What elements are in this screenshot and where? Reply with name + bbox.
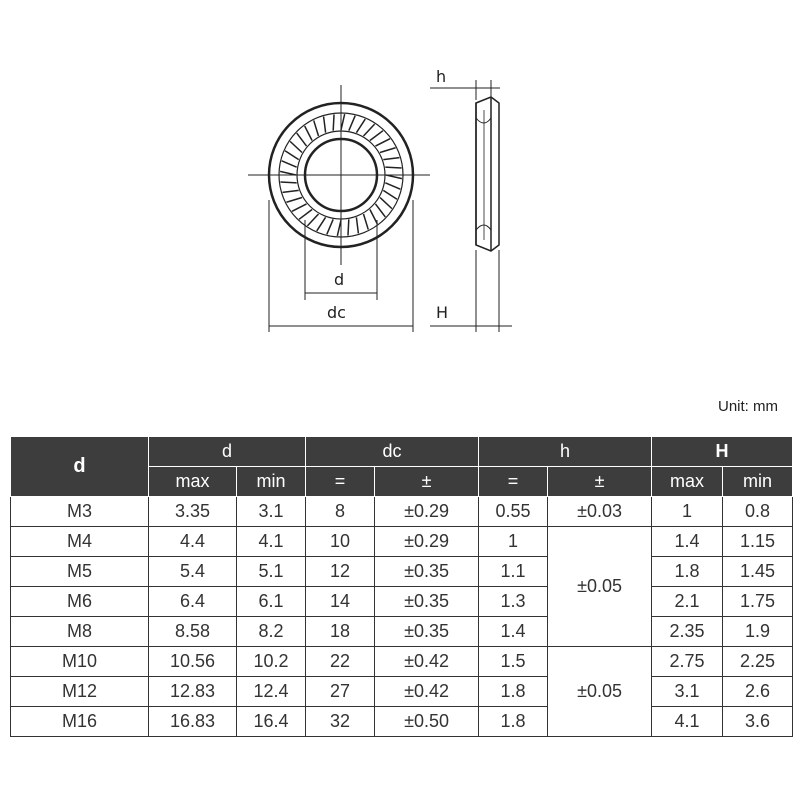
serration-tooth	[283, 190, 299, 192]
cell-h: 0.55	[479, 497, 548, 527]
washer-side-view	[430, 80, 512, 332]
cell-h: 1.8	[479, 707, 548, 737]
group-header-H: H	[652, 437, 793, 467]
cell-H-min: 2.25	[723, 647, 793, 677]
cell-h-tol: ±0.05	[548, 527, 652, 647]
size-header: d	[11, 437, 149, 497]
cell-d-min: 6.1	[237, 587, 306, 617]
header-group-row	[11, 437, 793, 467]
cell-dc-tol: ±0.42	[375, 677, 479, 707]
serration-tooth	[280, 182, 296, 183]
cell-H-max: 2.75	[652, 647, 723, 677]
serration-tooth	[280, 171, 296, 175]
cell-h: 1.8	[479, 677, 548, 707]
table-row	[11, 707, 793, 737]
cell-h: 1.5	[479, 647, 548, 677]
serration-tooth	[349, 116, 355, 131]
cell-d-min: 16.4	[237, 707, 306, 737]
cell-H-min: 1.45	[723, 557, 793, 587]
serration-tooth	[285, 151, 299, 160]
serration-tooth	[337, 220, 341, 236]
label-H: H	[436, 303, 449, 322]
label-d: d	[334, 270, 345, 289]
cell-H-min: 3.6	[723, 707, 793, 737]
cell-size: M10	[11, 647, 149, 677]
cell-d-max: 3.35	[149, 497, 237, 527]
cell-dc: 18	[306, 617, 375, 647]
serration-tooth	[333, 114, 334, 130]
cell-dc-tol: ±0.29	[375, 497, 479, 527]
subheader-d-min: min	[237, 467, 306, 497]
table-row	[11, 587, 793, 617]
table-row	[11, 497, 793, 527]
serration-tooth	[385, 183, 400, 189]
cell-size: M6	[11, 587, 149, 617]
serration-tooth	[383, 190, 397, 199]
serration-tooth	[317, 217, 326, 231]
cell-size: M3	[11, 497, 149, 527]
cell-dc-tol: ±0.50	[375, 707, 479, 737]
cell-d-max: 12.83	[149, 677, 237, 707]
cell-dc-tol: ±0.29	[375, 527, 479, 557]
cell-H-max: 1.4	[652, 527, 723, 557]
serration-tooth	[324, 117, 326, 133]
cell-h-tol: ±0.03	[548, 497, 652, 527]
subheader-H-min: min	[723, 467, 793, 497]
cell-dc-tol: ±0.35	[375, 617, 479, 647]
cell-h: 1.4	[479, 617, 548, 647]
serration-tooth	[282, 161, 297, 167]
serration-tooth	[375, 139, 390, 146]
cell-H-max: 4.1	[652, 707, 723, 737]
serration-tooth	[364, 124, 375, 136]
serration-tooth	[348, 219, 349, 235]
cell-size: M16	[11, 707, 149, 737]
cell-h-tol: ±0.05	[548, 647, 652, 737]
cell-H-max: 2.35	[652, 617, 723, 647]
cell-d-max: 10.56	[149, 647, 237, 677]
cell-d-max: 5.4	[149, 557, 237, 587]
subheader-h-tolerance: ±	[548, 467, 652, 497]
cell-d-max: 16.83	[149, 707, 237, 737]
cell-d-min: 3.1	[237, 497, 306, 527]
cell-size: M4	[11, 527, 149, 557]
cell-d-min: 4.1	[237, 527, 306, 557]
cell-size: M5	[11, 557, 149, 587]
serration-tooth	[297, 133, 307, 146]
washer-drawing	[0, 0, 800, 345]
serration-tooth	[314, 120, 319, 136]
serration-tooth	[383, 158, 399, 160]
serration-tooth	[290, 141, 302, 152]
cell-size: M8	[11, 617, 149, 647]
group-header-h: h	[479, 437, 652, 467]
subheader-dc-nominal: =	[306, 467, 375, 497]
cell-d-min: 10.2	[237, 647, 306, 677]
serration-tooth	[370, 209, 377, 224]
cell-dc-tol: ±0.35	[375, 557, 479, 587]
cell-dc: 14	[306, 587, 375, 617]
serration-tooth	[356, 217, 358, 233]
cell-dc: 12	[306, 557, 375, 587]
serration-tooth	[341, 114, 345, 130]
cell-dc: 10	[306, 527, 375, 557]
spec-table	[10, 436, 793, 737]
unit-label: Unit: mm	[718, 398, 778, 415]
subheader-d-max: max	[149, 467, 237, 497]
cell-h: 1.3	[479, 587, 548, 617]
cell-d-max: 6.4	[149, 587, 237, 617]
serration-tooth	[286, 198, 302, 203]
cell-H-min: 1.15	[723, 527, 793, 557]
table-row	[11, 617, 793, 647]
cell-H-min: 1.9	[723, 617, 793, 647]
cell-H-min: 0.8	[723, 497, 793, 527]
cell-dc-tol: ±0.35	[375, 587, 479, 617]
serration-tooth	[375, 204, 385, 217]
cell-dc: 32	[306, 707, 375, 737]
subheader-h-nominal: =	[479, 467, 548, 497]
cell-h: 1.1	[479, 557, 548, 587]
table-row	[11, 677, 793, 707]
label-h: h	[436, 67, 447, 86]
cell-dc-tol: ±0.42	[375, 647, 479, 677]
serration-tooth	[305, 126, 312, 141]
serration-tooth	[385, 167, 401, 168]
group-header-dc: dc	[306, 437, 479, 467]
subheader-dc-tolerance: ±	[375, 467, 479, 497]
cell-H-max: 2.1	[652, 587, 723, 617]
cell-dc: 8	[306, 497, 375, 527]
cell-size: M12	[11, 677, 149, 707]
cell-H-max: 1.8	[652, 557, 723, 587]
table-row	[11, 527, 793, 557]
table-row	[11, 647, 793, 677]
label-dc: dc	[327, 303, 346, 322]
cell-d-min: 8.2	[237, 617, 306, 647]
cell-H-min: 2.6	[723, 677, 793, 707]
cell-d-max: 4.4	[149, 527, 237, 557]
cell-d-max: 8.58	[149, 617, 237, 647]
serration-tooth	[299, 209, 312, 219]
serration-tooth	[386, 175, 402, 179]
cell-H-max: 3.1	[652, 677, 723, 707]
serration-tooth	[364, 214, 369, 230]
serration-tooth	[356, 119, 365, 133]
cell-dc: 27	[306, 677, 375, 707]
cell-d-min: 5.1	[237, 557, 306, 587]
cell-H-max: 1	[652, 497, 723, 527]
serration-tooth	[380, 198, 392, 209]
cell-dc: 22	[306, 647, 375, 677]
serration-tooth	[380, 148, 396, 153]
cell-H-min: 1.75	[723, 587, 793, 617]
table-row	[11, 557, 793, 587]
serration-tooth	[327, 219, 333, 234]
serration-tooth	[370, 131, 383, 141]
cell-d-min: 12.4	[237, 677, 306, 707]
serration-tooth	[307, 214, 318, 226]
group-header-d: d	[149, 437, 306, 467]
subheader-H-max: max	[652, 467, 723, 497]
washer-front-view	[248, 85, 430, 265]
cell-h: 1	[479, 527, 548, 557]
serration-tooth	[292, 204, 307, 211]
